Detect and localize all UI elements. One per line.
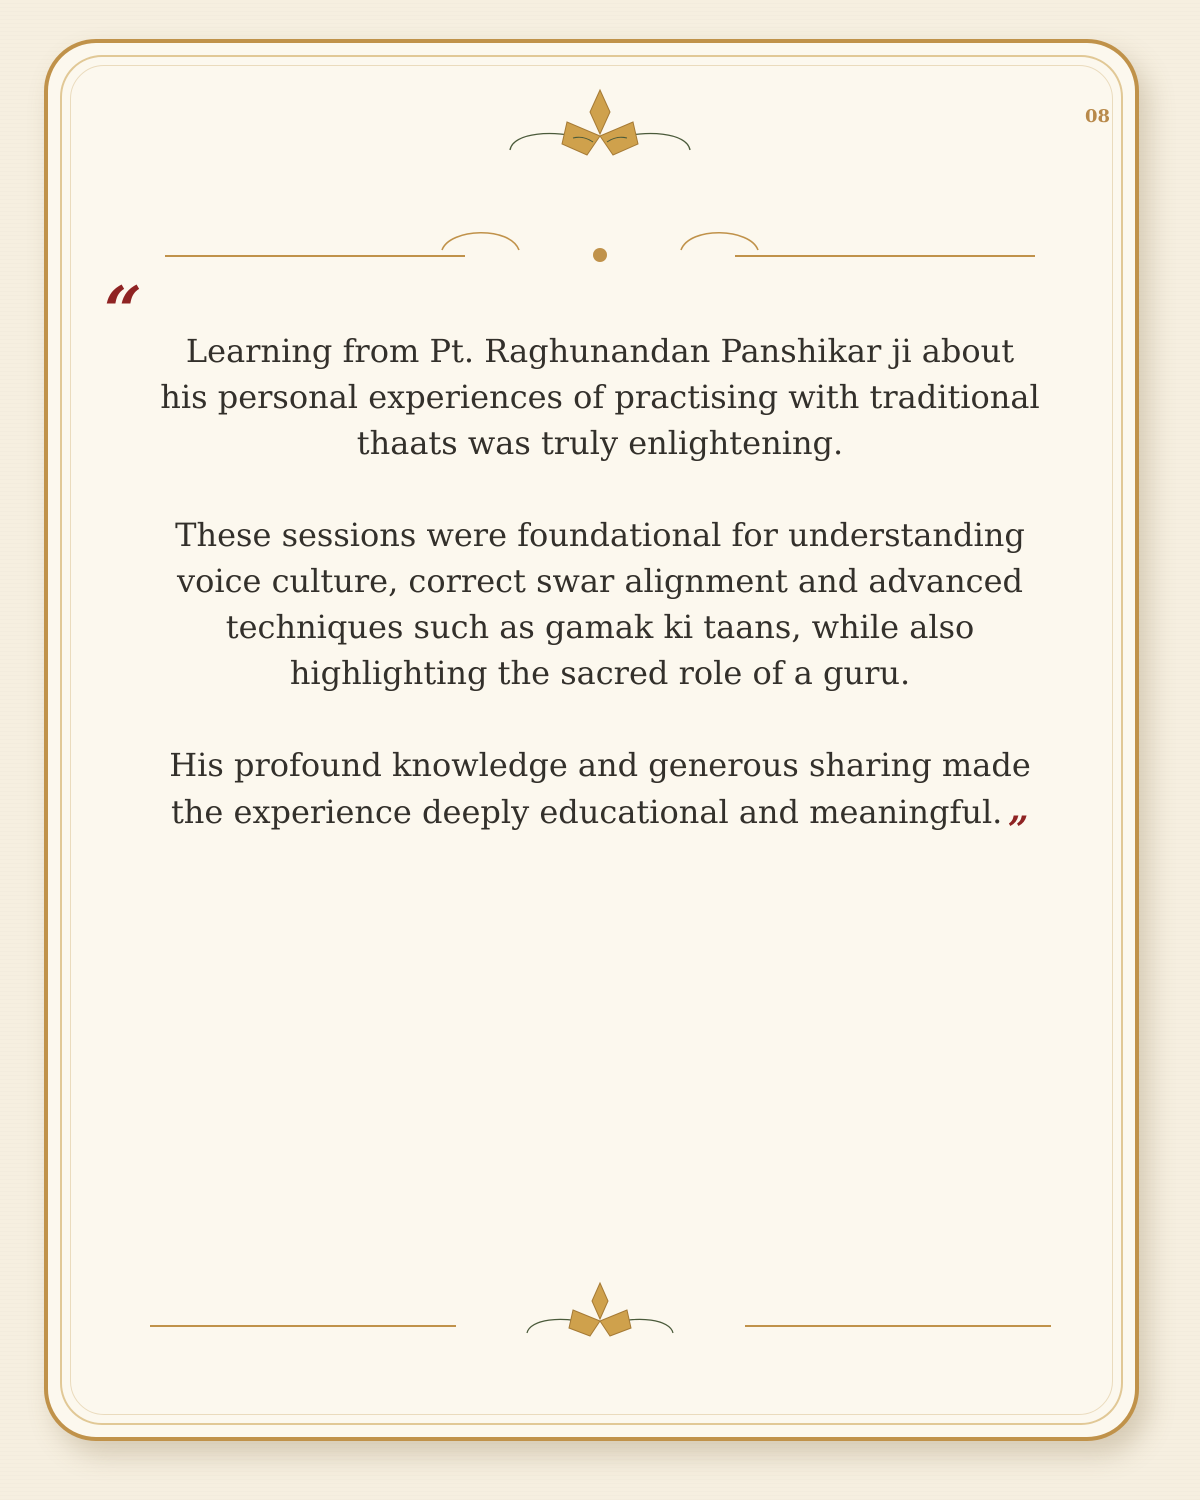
- quote-paragraph-1: Learning from Pt. Raghunandan Panshikar ji about his personal experiences of practising with traditional thaats was truly enlightening.: [160, 332, 1040, 462]
- quote-paragraph-3: [160, 742, 1040, 835]
- testimonial-quote: [160, 328, 1040, 881]
- closing-quote-mark: „: [1008, 788, 1030, 830]
- quote-paragraph-3-text: His profound knowledge and generous sharing made the experience deeply educational and meaningful.: [169, 746, 1031, 831]
- quote-paragraph-2: These sessions were foundational for understanding voice culture, correct swar alignment and advanced techniques such as gamak ki taans, while also highlighting the sacred role of a guru.: [175, 516, 1025, 692]
- page-number: 08: [1085, 106, 1111, 127]
- lotus-motif-bottom-icon: [523, 1280, 677, 1340]
- lotus-motif-top-icon: [505, 86, 695, 160]
- divider-top: [160, 222, 1040, 268]
- opening-quote-mark: “: [104, 272, 142, 350]
